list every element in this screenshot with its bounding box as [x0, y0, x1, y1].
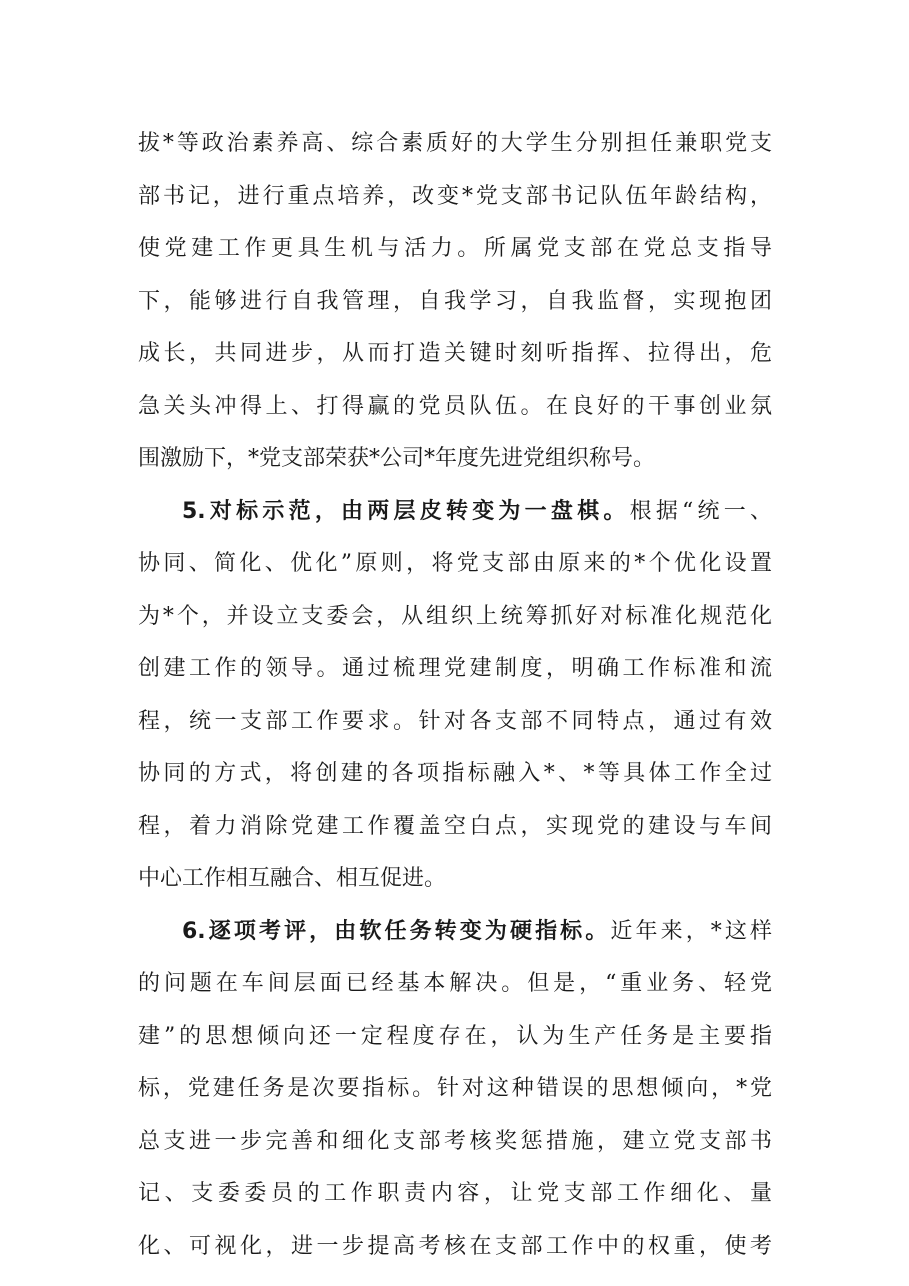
text-line: 急关头冲得上、打得赢的党员队伍。在良好的干事创业氛 [138, 393, 772, 419]
text-line: 拔*等政治素养高、综合素质好的大学生分别担任兼职党支 [138, 131, 772, 156]
text-line: 中心工作相互融合、相互促进。 [138, 866, 447, 891]
heading-line-rest: 根据“统一、 [629, 498, 772, 524]
text-line: 总支进一步完善和细化支部考核奖惩措施，建立党支部书 [138, 1128, 772, 1154]
section-heading-line [138, 486, 772, 539]
heading-line-rest: 近年来，*这样 [610, 918, 772, 944]
text-line: 记、支委委员的工作职责内容，让党支部工作细化、量 [138, 1181, 772, 1206]
text-line: 成长，共同进步，从而打造关键时刻听指挥、拉得出，危 [138, 341, 772, 366]
text-line: 围激励下，*党支部荣获*公司*年度先进党组织称号。 [138, 446, 656, 471]
text-line: 的问题在车间层面已经基本解决。但是，“重业务、轻党 [138, 971, 772, 996]
text-line: 协同、简化、优化”原则，将党支部由原来的*个优化设置 [138, 551, 772, 576]
text-line: 程，统一支部工作要求。针对各支部不同特点，通过有效 [138, 708, 772, 734]
text-line: 化、可视化，进一步提高考核在支部工作中的权重，使考 [138, 1233, 772, 1259]
paragraph-3 [138, 906, 772, 1274]
section-heading-line [138, 906, 772, 959]
text-line: 建”的思想倾向还一定程度存在，认为生产任务是主要指 [138, 1023, 772, 1049]
section-heading-6: 6.逐项考评，由软任务转变为硬指标。 [182, 918, 611, 944]
text-line: 下，能够进行自我管理，自我学习，自我监督，实现抱团 [138, 288, 772, 314]
text-line: 创建工作的领导。通过梳理党建制度，明确工作标准和流 [138, 656, 772, 681]
text-line: 协同的方式，将创建的各项指标融入*、*等具体工作全过 [138, 761, 772, 786]
paragraph-2 [138, 486, 772, 906]
text-line: 程，着力消除党建工作覆盖空白点，实现党的建设与车间 [138, 813, 772, 839]
text-line: 标，党建任务是次要指标。针对这种错误的思想倾向，*党 [138, 1076, 772, 1101]
section-heading-5: 5.对标示范，由两层皮转变为一盘棋。 [182, 498, 630, 524]
paragraph-1 [138, 118, 772, 486]
text-line: 使党建工作更具生机与活力。所属党支部在党总支指导 [138, 236, 772, 261]
text-line: 部书记，进行重点培养，改变*党支部书记队伍年龄结构， [138, 183, 772, 209]
text-line: 为*个，并设立支委会，从组织上统筹抓好对标准化规范化 [138, 603, 772, 629]
document-page [138, 118, 772, 1273]
